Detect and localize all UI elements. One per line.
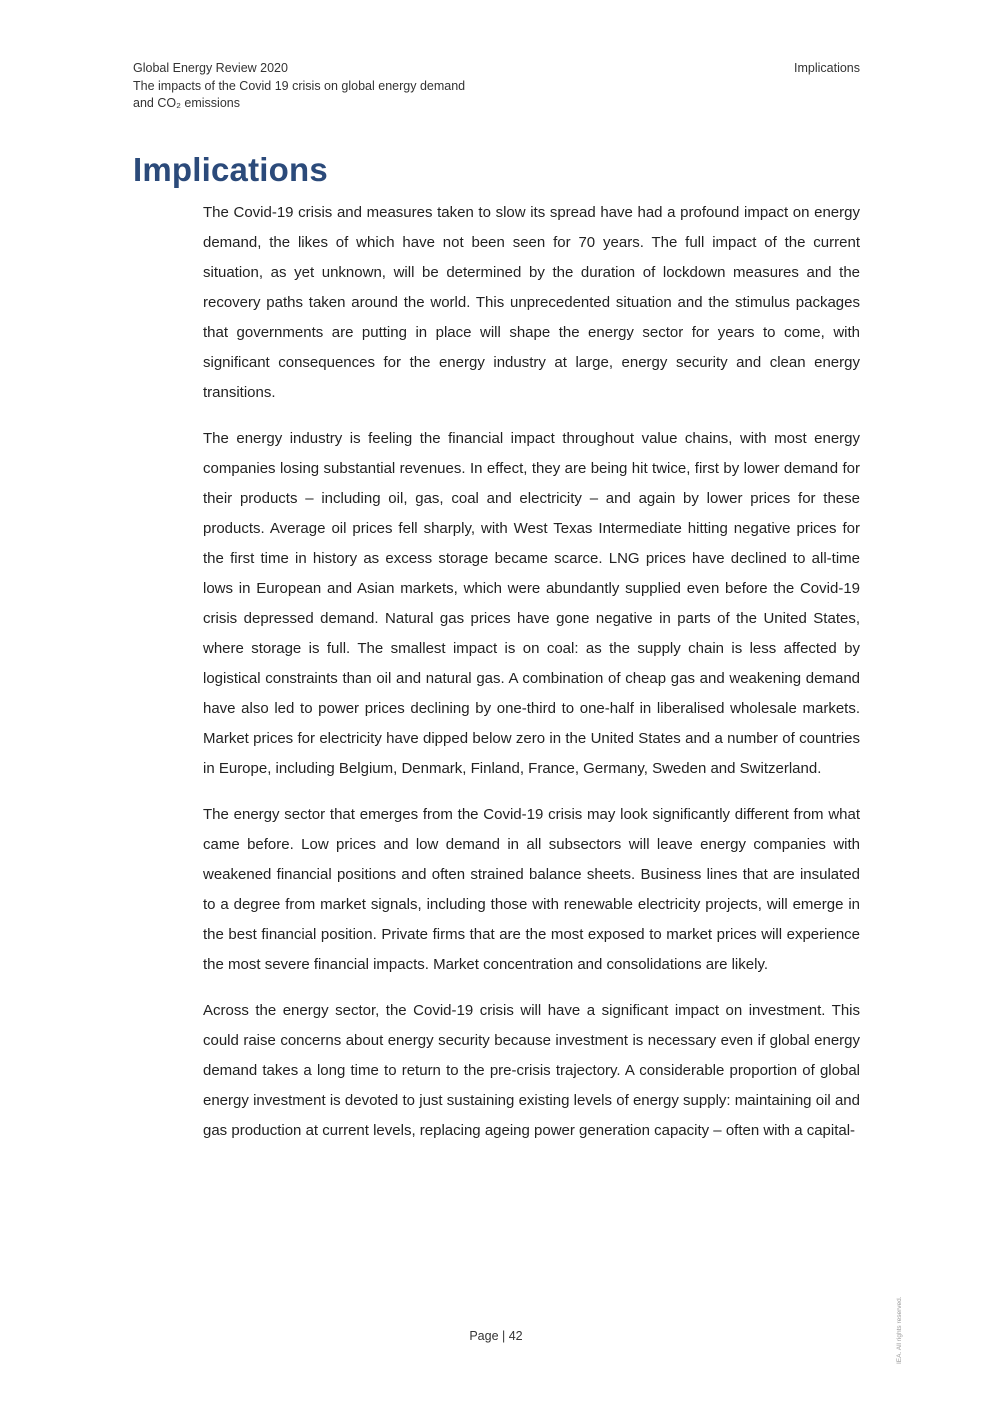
page-title: Implications xyxy=(133,151,328,188)
section-header: Implications xyxy=(794,61,860,75)
page-number: Page | 42 xyxy=(469,1329,523,1343)
report-subtitle-line-1: The impacts of the Covid 19 crisis on global energy demand xyxy=(133,78,466,93)
body-text xyxy=(203,198,860,1146)
paragraph-3: The energy sector that emerges from the Covid-19 crisis may look significantly different from what came before. Low prices and low demand in all subsectors will leave energy companies with weakened financial positions and often strained balance sheets. Business lines that are insulated to a degree from market signals, including those with renewable electricity projects, will emerge in the best financial position. Private firms that are the most exposed to market prices will experience the most severe financial impacts. Market concentration and consolidations are likely. xyxy=(203,806,860,973)
copyright-notice: IEA. All rights reserved. xyxy=(896,1296,903,1364)
running-header xyxy=(133,60,553,113)
report-subtitle-line-2: and CO₂ emissions xyxy=(133,96,240,110)
paragraph-4: Across the energy sector, the Covid-19 crisis will have a significant impact on investment. This could raise concerns about energy security because investment is necessary even if global energy demand takes a long time to return to the pre-crisis trajectory. A considerable proportion of global energy investment is devoted to just sustaining existing levels of energy supply: maintaining oil and gas production at current levels, replacing ageing power generation capacity – often with a capital- xyxy=(203,1002,860,1139)
report-title: Global Energy Review 2020 xyxy=(133,61,288,75)
paragraph-1: The Covid-19 crisis and measures taken to slow its spread have had a profound impact on energy demand, the likes of which have not been seen for 70 years. The full impact of the current situation, as yet unknown, will be determined by the duration of lockdown measures and the recovery paths taken around the world. This unprecedented situation and the stimulus packages that governments are putting in place will shape the energy sector for years to come, with significant consequences for the energy industry at large, energy security and clean energy transitions. xyxy=(203,204,860,401)
paragraph-2: The energy industry is feeling the financial impact throughout value chains, with most energy companies losing substantial revenues. In effect, they are being hit twice, first by lower demand for their products – including oil, gas, coal and electricity – and again by lower prices for these products. Average oil prices fell sharply, with West Texas Intermediate hitting negative prices for the first time in history as excess storage became scarce. LNG prices have declined to all-time lows in European and Asian markets, which were abundantly supplied even before the Covid-19 crisis depressed demand. Natural gas prices have gone negative in parts of the United States, where storage is full. The smallest impact is on coal: as the supply chain is less affected by logistical constraints than oil and natural gas. A combination of cheap gas and weakening demand have also led to power prices declining by one-third to one-half in liberalised wholesale markets. Market prices for electricity have dipped below zero in the United States and a number of countries in Europe, including Belgium, Denmark, Finland, France, Germany, Sweden and Switzerland. xyxy=(203,430,860,777)
